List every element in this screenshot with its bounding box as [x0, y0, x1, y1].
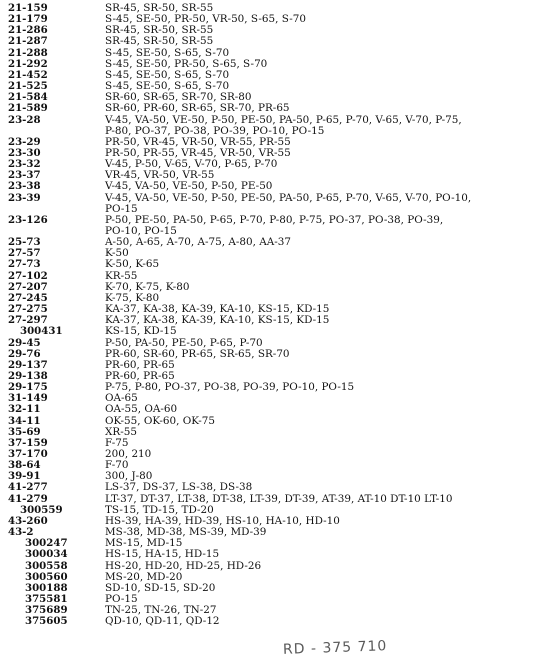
- list-row: [0, 36, 555, 47]
- model-list: SR-45, SR-50, SR-55: [105, 24, 214, 37]
- part-number: 27-102: [8, 269, 48, 282]
- part-number: 300034: [25, 548, 68, 561]
- model-list: SR-60, SR-65, SR-70, SR-80: [105, 91, 252, 104]
- model-list: F-75: [105, 436, 129, 449]
- list-row: [0, 59, 555, 70]
- part-number: 27-207: [8, 280, 48, 293]
- list-row: [0, 14, 555, 25]
- model-list: PO-15: [105, 592, 138, 605]
- model-list: K-50, K-65: [105, 258, 160, 271]
- model-list: TN-25, TN-26, TN-27: [105, 604, 217, 617]
- part-number: 32-11: [8, 403, 41, 416]
- model-list: 300, J-80: [105, 470, 153, 483]
- list-row: [0, 360, 555, 371]
- part-number: 300559: [20, 503, 63, 516]
- list-row: [0, 282, 555, 293]
- part-number: 375605: [25, 615, 68, 628]
- part-number: 37-170: [8, 448, 48, 460]
- part-number: 300560: [25, 570, 68, 583]
- model-list: LT-37, DT-37, LT-38, DT-38, LT-39, DT-39, AT-39, AT-10 DT-10 LT-10: [105, 492, 453, 505]
- model-list: SD-10, SD-15, SD-20: [105, 581, 216, 594]
- model-list: K-50: [105, 247, 129, 260]
- model-list: S-45, SE-50, PR-50, VR-50, S-65, S-70: [105, 13, 306, 26]
- model-list: S-45, SE-50, S-65, S-70: [105, 46, 230, 59]
- part-number: 21-452: [8, 68, 48, 81]
- model-list: OK-55, OK-60, OK-75: [105, 414, 215, 427]
- part-number: 23-39: [8, 191, 41, 204]
- list-row: [0, 605, 555, 616]
- model-list: 200, 210: [105, 448, 152, 460]
- model-list: MS-15, MD-15: [105, 537, 183, 550]
- list-row: [0, 215, 555, 226]
- model-list: PR-50, PR-55, VR-45, VR-50, VR-55: [105, 146, 291, 159]
- part-number: 375581: [25, 592, 68, 605]
- list-row: [0, 494, 555, 505]
- model-list: KA-37, KA-38, KA-39, KA-10, KS-15, KD-15: [105, 314, 330, 327]
- part-number: 29-76: [8, 347, 41, 360]
- list-row: [0, 315, 555, 326]
- part-number: 21-292: [8, 57, 48, 70]
- part-number: 35-69: [8, 425, 41, 438]
- list-row: [0, 438, 555, 449]
- model-list: PR-60, PR-65: [105, 358, 175, 371]
- model-list: PO-10, PO-15: [105, 225, 177, 237]
- part-number: 23-28: [8, 113, 41, 126]
- list-row: [0, 404, 555, 415]
- model-list: MS-38, MD-38, MS-39, MD-39: [105, 526, 267, 539]
- part-number: 43-260: [8, 514, 48, 527]
- list-row: [0, 460, 555, 471]
- part-number: 41-279: [8, 492, 48, 505]
- part-number: 300431: [20, 325, 63, 338]
- part-number: 27-297: [8, 314, 48, 327]
- model-list: XR-55: [105, 425, 137, 438]
- list-row: [0, 81, 555, 92]
- model-list: VR-45, VR-50, VR-55: [105, 169, 215, 182]
- list-row: [0, 170, 555, 181]
- part-number: 29-45: [8, 336, 41, 349]
- part-number: 21-525: [8, 80, 48, 93]
- part-number: 23-30: [8, 146, 41, 159]
- model-list: KS-15, KD-15: [105, 325, 177, 338]
- part-number: 27-57: [8, 247, 41, 260]
- part-number: 39-91: [8, 470, 41, 483]
- model-list: PR-60, SR-60, PR-65, SR-65, SR-70: [105, 347, 290, 360]
- list-row: [0, 471, 555, 482]
- list-row: [0, 126, 555, 137]
- list-row: [0, 148, 555, 159]
- list-row: [0, 449, 555, 460]
- part-number: 23-126: [8, 213, 48, 226]
- part-number: 29-175: [8, 381, 48, 394]
- model-list: LS-37, DS-37, LS-38, DS-38: [105, 481, 253, 494]
- model-list: HS-15, HA-15, HD-15: [105, 548, 220, 561]
- list-row: [0, 616, 555, 627]
- model-list: K-75, K-80: [105, 291, 160, 304]
- list-row: [0, 115, 555, 126]
- list-row: [0, 516, 555, 527]
- part-number: 27-245: [8, 291, 48, 304]
- part-number: 25-73: [8, 236, 41, 249]
- part-number: 23-32: [8, 158, 41, 171]
- part-number: 41-277: [8, 481, 48, 494]
- list-row: [0, 103, 555, 114]
- model-list: V-45, P-50, V-65, V-70, P-65, P-70: [105, 158, 278, 171]
- model-list: KR-55: [105, 269, 138, 282]
- list-row: [0, 538, 555, 549]
- part-number: 37-159: [8, 436, 48, 449]
- list-row: [0, 561, 555, 572]
- part-number: 21-179: [8, 13, 48, 26]
- list-row: [0, 159, 555, 170]
- list-row: [0, 237, 555, 248]
- list-row: [0, 338, 555, 349]
- list-row: [0, 25, 555, 36]
- model-list: P-80, PO-37, PO-38, PO-39, PO-10, PO-15: [105, 124, 325, 137]
- part-number: 29-138: [8, 369, 48, 382]
- list-row: [0, 382, 555, 393]
- part-number: 23-38: [8, 180, 41, 193]
- part-number: 23-29: [8, 135, 41, 148]
- model-list: V-45, VA-50, VE-50, P-50, PE-50, PA-50, P-65, P-70, V-65, V-70, P-75,: [105, 113, 462, 126]
- list-row: [0, 259, 555, 270]
- part-number: 21-286: [8, 24, 48, 37]
- part-number: 27-73: [8, 258, 41, 271]
- list-row: [0, 594, 555, 605]
- model-list: V-45, VA-50, VE-50, P-50, PE-50, PA-50, P-65, P-70, V-65, V-70, PO-10,: [105, 191, 472, 204]
- model-list: P-50, PE-50, PA-50, P-65, P-70, P-80, P-75, PO-37, PO-38, PO-39,: [105, 213, 444, 226]
- model-list: OA-55, OA-60: [105, 403, 178, 416]
- list-row: [0, 271, 555, 282]
- part-number: 300247: [25, 537, 68, 550]
- list-row: [0, 416, 555, 427]
- part-number: 21-159: [8, 2, 48, 14]
- model-list: F-70: [105, 459, 129, 472]
- model-list: PR-60, PR-65: [105, 369, 175, 382]
- part-number: 300188: [25, 581, 68, 594]
- list-row: [0, 583, 555, 594]
- list-row: [0, 349, 555, 360]
- model-list: K-70, K-75, K-80: [105, 280, 190, 293]
- part-number: 34-11: [8, 414, 41, 427]
- part-number: 38-64: [8, 459, 41, 472]
- handwritten-annotation: RD - 375 710: [282, 638, 388, 658]
- list-row: [0, 393, 555, 404]
- model-list: SR-45, SR-50, SR-55: [105, 35, 214, 48]
- list-row: [0, 181, 555, 192]
- model-list: PR-50, VR-45, VR-50, VR-55, PR-55: [105, 135, 291, 148]
- list-row: [0, 427, 555, 438]
- list-row: [0, 248, 555, 259]
- part-number: 21-589: [8, 102, 48, 115]
- list-row: [0, 193, 555, 204]
- part-number: 300558: [25, 559, 68, 572]
- list-row: [0, 326, 555, 337]
- model-list: KA-37, KA-38, KA-39, KA-10, KS-15, KD-15: [105, 303, 330, 316]
- part-number: 21-287: [8, 35, 48, 48]
- model-list: SR-60, PR-60, SR-65, SR-70, PR-65: [105, 102, 290, 115]
- model-list: HS-20, HD-20, HD-25, HD-26: [105, 559, 262, 572]
- part-number: 43-2: [8, 526, 34, 539]
- model-list: PO-15: [105, 202, 138, 215]
- part-number: 23-37: [8, 169, 41, 182]
- part-number: 27-275: [8, 303, 48, 316]
- model-list: OA-65: [105, 392, 138, 405]
- part-number: 29-137: [8, 358, 48, 371]
- list-row: [0, 527, 555, 538]
- model-list: P-75, P-80, PO-37, PO-38, PO-39, PO-10, PO-15: [105, 381, 355, 394]
- model-list: QD-10, QD-11, QD-12: [105, 615, 220, 628]
- model-list: A-50, A-65, A-70, A-75, A-80, AA-37: [105, 236, 291, 249]
- list-row: [0, 48, 555, 59]
- model-list: V-45, VA-50, VE-50, P-50, PE-50: [105, 180, 273, 193]
- model-list: MS-20, MD-20: [105, 570, 183, 583]
- part-number: 21-584: [8, 91, 48, 104]
- model-list: HS-39, HA-39, HD-39, HS-10, HA-10, HD-10: [105, 514, 340, 527]
- model-list: S-45, SE-50, PR-50, S-65, S-70: [105, 57, 268, 70]
- part-number: 31-149: [8, 392, 48, 405]
- list-row: [0, 70, 555, 81]
- model-list: SR-45, SR-50, SR-55: [105, 2, 214, 14]
- model-list: P-50, PA-50, PE-50, P-65, P-70: [105, 336, 263, 349]
- list-row: [0, 482, 555, 493]
- model-list: S-45, SE-50, S-65, S-70: [105, 68, 230, 81]
- model-list: TS-15, TD-15, TD-20: [105, 503, 214, 516]
- list-row: [0, 572, 555, 583]
- part-number: 375689: [25, 604, 68, 617]
- list-row: [0, 549, 555, 560]
- part-number: 21-288: [8, 46, 48, 59]
- model-list: S-45, SE-50, S-65, S-70: [105, 80, 230, 93]
